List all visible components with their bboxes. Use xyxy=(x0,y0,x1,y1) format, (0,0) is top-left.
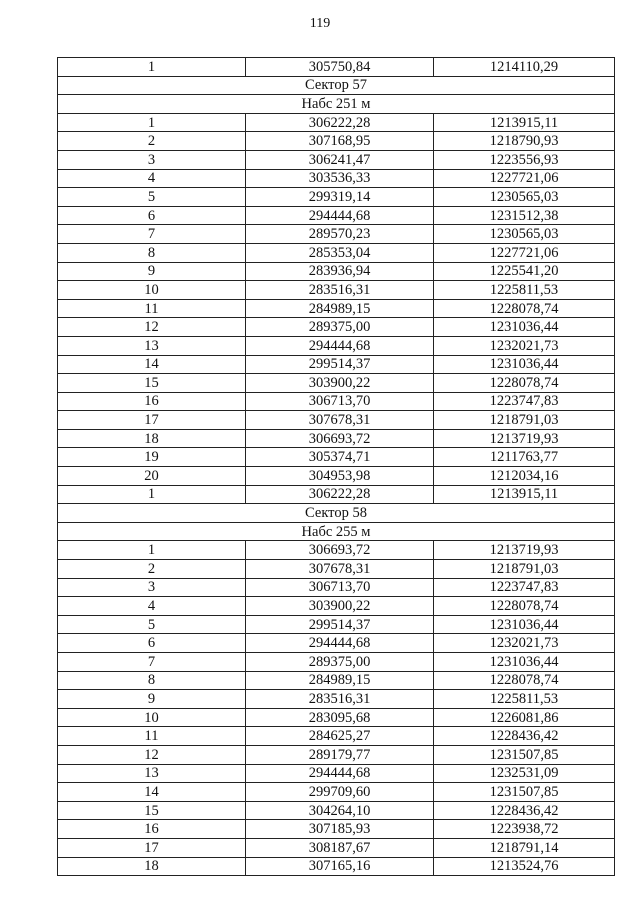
table-row xyxy=(58,801,615,820)
x-coordinate-cell: 299709,60 xyxy=(246,783,434,802)
point-number-cell: 3 xyxy=(58,150,246,169)
table-row xyxy=(58,262,615,281)
y-coordinate-cell: 1223556,93 xyxy=(434,150,615,169)
table-row xyxy=(58,58,615,77)
table-row xyxy=(58,671,615,690)
y-coordinate-cell: 1218790,93 xyxy=(434,132,615,151)
y-coordinate-cell: 1213719,93 xyxy=(434,541,615,560)
point-number-cell: 10 xyxy=(58,708,246,727)
x-coordinate-cell: 284625,27 xyxy=(246,727,434,746)
y-coordinate-cell: 1228078,74 xyxy=(434,299,615,318)
section-header-cell: Набс 251 м xyxy=(58,95,615,114)
table-row xyxy=(58,411,615,430)
table-row xyxy=(58,225,615,244)
x-coordinate-cell: 289375,00 xyxy=(246,653,434,672)
y-coordinate-cell: 1228436,42 xyxy=(434,727,615,746)
y-coordinate-cell: 1231036,44 xyxy=(434,653,615,672)
x-coordinate-cell: 304264,10 xyxy=(246,801,434,820)
table-row xyxy=(58,299,615,318)
x-coordinate-cell: 307165,16 xyxy=(246,857,434,876)
table-row xyxy=(58,429,615,448)
y-coordinate-cell: 1230565,03 xyxy=(434,225,615,244)
y-coordinate-cell: 1225541,20 xyxy=(434,262,615,281)
y-coordinate-cell: 1232021,73 xyxy=(434,634,615,653)
y-coordinate-cell: 1228078,74 xyxy=(434,671,615,690)
x-coordinate-cell: 283516,31 xyxy=(246,690,434,709)
table-row xyxy=(58,783,615,802)
point-number-cell: 20 xyxy=(58,467,246,486)
table-row xyxy=(58,132,615,151)
y-coordinate-cell: 1225811,53 xyxy=(434,690,615,709)
x-coordinate-cell: 306693,72 xyxy=(246,541,434,560)
y-coordinate-cell: 1218791,14 xyxy=(434,838,615,857)
point-number-cell: 9 xyxy=(58,690,246,709)
x-coordinate-cell: 294444,68 xyxy=(246,764,434,783)
table-row xyxy=(58,485,615,504)
point-number-cell: 1 xyxy=(58,541,246,560)
point-number-cell: 17 xyxy=(58,411,246,430)
y-coordinate-cell: 1231507,85 xyxy=(434,783,615,802)
x-coordinate-cell: 299319,14 xyxy=(246,188,434,207)
y-coordinate-cell: 1231036,44 xyxy=(434,318,615,337)
point-number-cell: 8 xyxy=(58,671,246,690)
point-number-cell: 16 xyxy=(58,820,246,839)
table-row xyxy=(58,820,615,839)
point-number-cell: 14 xyxy=(58,783,246,802)
y-coordinate-cell: 1227721,06 xyxy=(434,243,615,262)
point-number-cell: 19 xyxy=(58,448,246,467)
table-row xyxy=(58,653,615,672)
table-row xyxy=(58,243,615,262)
x-coordinate-cell: 299514,37 xyxy=(246,355,434,374)
x-coordinate-cell: 294444,68 xyxy=(246,206,434,225)
section-header-cell: Набс 255 м xyxy=(58,522,615,541)
table-row xyxy=(58,838,615,857)
table-row xyxy=(58,597,615,616)
section-header-row xyxy=(58,522,615,541)
y-coordinate-cell: 1213719,93 xyxy=(434,429,615,448)
y-coordinate-cell: 1228436,42 xyxy=(434,801,615,820)
point-number-cell: 1 xyxy=(58,113,246,132)
section-header-row xyxy=(58,95,615,114)
x-coordinate-cell: 284989,15 xyxy=(246,299,434,318)
table-row xyxy=(58,467,615,486)
x-coordinate-cell: 306222,28 xyxy=(246,113,434,132)
x-coordinate-cell: 289179,77 xyxy=(246,745,434,764)
y-coordinate-cell: 1231507,85 xyxy=(434,745,615,764)
x-coordinate-cell: 305750,84 xyxy=(246,58,434,77)
point-number-cell: 7 xyxy=(58,225,246,244)
point-number-cell: 17 xyxy=(58,838,246,857)
table-row xyxy=(58,392,615,411)
y-coordinate-cell: 1218791,03 xyxy=(434,560,615,579)
y-coordinate-cell: 1213915,11 xyxy=(434,113,615,132)
point-number-cell: 18 xyxy=(58,857,246,876)
y-coordinate-cell: 1212034,16 xyxy=(434,467,615,486)
point-number-cell: 18 xyxy=(58,429,246,448)
point-number-cell: 11 xyxy=(58,299,246,318)
y-coordinate-cell: 1223938,72 xyxy=(434,820,615,839)
table-row xyxy=(58,708,615,727)
table-row xyxy=(58,578,615,597)
x-coordinate-cell: 303900,22 xyxy=(246,597,434,616)
point-number-cell: 6 xyxy=(58,206,246,225)
point-number-cell: 16 xyxy=(58,392,246,411)
coordinates-table-body xyxy=(58,58,615,876)
point-number-cell: 13 xyxy=(58,336,246,355)
x-coordinate-cell: 294444,68 xyxy=(246,634,434,653)
point-number-cell: 5 xyxy=(58,615,246,634)
x-coordinate-cell: 307168,95 xyxy=(246,132,434,151)
point-number-cell: 12 xyxy=(58,745,246,764)
point-number-cell: 12 xyxy=(58,318,246,337)
x-coordinate-cell: 308187,67 xyxy=(246,838,434,857)
table-row xyxy=(58,374,615,393)
table-row xyxy=(58,113,615,132)
y-coordinate-cell: 1230565,03 xyxy=(434,188,615,207)
y-coordinate-cell: 1231512,38 xyxy=(434,206,615,225)
point-number-cell: 4 xyxy=(58,169,246,188)
table-row xyxy=(58,615,615,634)
x-coordinate-cell: 284989,15 xyxy=(246,671,434,690)
table-row xyxy=(58,690,615,709)
table-row xyxy=(58,169,615,188)
y-coordinate-cell: 1226081,86 xyxy=(434,708,615,727)
x-coordinate-cell: 306222,28 xyxy=(246,485,434,504)
table-row xyxy=(58,448,615,467)
point-number-cell: 2 xyxy=(58,560,246,579)
y-coordinate-cell: 1218791,03 xyxy=(434,411,615,430)
table-row xyxy=(58,188,615,207)
table-row xyxy=(58,318,615,337)
point-number-cell: 15 xyxy=(58,801,246,820)
point-number-cell: 1 xyxy=(58,485,246,504)
table-row xyxy=(58,727,615,746)
table-row xyxy=(58,541,615,560)
point-number-cell: 6 xyxy=(58,634,246,653)
table-row xyxy=(58,150,615,169)
y-coordinate-cell: 1211763,77 xyxy=(434,448,615,467)
coordinates-table xyxy=(57,57,615,876)
x-coordinate-cell: 304953,98 xyxy=(246,467,434,486)
y-coordinate-cell: 1232021,73 xyxy=(434,336,615,355)
section-header-row xyxy=(58,504,615,523)
page-number: 119 xyxy=(309,16,331,31)
section-header-row xyxy=(58,76,615,95)
point-number-cell: 8 xyxy=(58,243,246,262)
x-coordinate-cell: 299514,37 xyxy=(246,615,434,634)
point-number-cell: 3 xyxy=(58,578,246,597)
x-coordinate-cell: 306713,70 xyxy=(246,578,434,597)
x-coordinate-cell: 303900,22 xyxy=(246,374,434,393)
x-coordinate-cell: 307678,31 xyxy=(246,411,434,430)
point-number-cell: 2 xyxy=(58,132,246,151)
point-number-cell: 10 xyxy=(58,281,246,300)
section-header-cell: Сектор 57 xyxy=(58,76,615,95)
y-coordinate-cell: 1223747,83 xyxy=(434,392,615,411)
x-coordinate-cell: 289375,00 xyxy=(246,318,434,337)
table-row xyxy=(58,355,615,374)
x-coordinate-cell: 289570,23 xyxy=(246,225,434,244)
y-coordinate-cell: 1232531,09 xyxy=(434,764,615,783)
x-coordinate-cell: 306713,70 xyxy=(246,392,434,411)
y-coordinate-cell: 1231036,44 xyxy=(434,355,615,374)
y-coordinate-cell: 1213524,76 xyxy=(434,857,615,876)
y-coordinate-cell: 1214110,29 xyxy=(434,58,615,77)
x-coordinate-cell: 285353,04 xyxy=(246,243,434,262)
point-number-cell: 13 xyxy=(58,764,246,783)
x-coordinate-cell: 283095,68 xyxy=(246,708,434,727)
x-coordinate-cell: 306241,47 xyxy=(246,150,434,169)
y-coordinate-cell: 1213915,11 xyxy=(434,485,615,504)
table-row xyxy=(58,281,615,300)
point-number-cell: 7 xyxy=(58,653,246,672)
x-coordinate-cell: 283936,94 xyxy=(246,262,434,281)
point-number-cell: 9 xyxy=(58,262,246,281)
table-row xyxy=(58,857,615,876)
x-coordinate-cell: 307678,31 xyxy=(246,560,434,579)
y-coordinate-cell: 1228078,74 xyxy=(434,374,615,393)
table-row xyxy=(58,560,615,579)
y-coordinate-cell: 1231036,44 xyxy=(434,615,615,634)
point-number-cell: 11 xyxy=(58,727,246,746)
point-number-cell: 5 xyxy=(58,188,246,207)
point-number-cell: 14 xyxy=(58,355,246,374)
x-coordinate-cell: 283516,31 xyxy=(246,281,434,300)
x-coordinate-cell: 306693,72 xyxy=(246,429,434,448)
table-row xyxy=(58,745,615,764)
point-number-cell: 1 xyxy=(58,58,246,77)
x-coordinate-cell: 305374,71 xyxy=(246,448,434,467)
y-coordinate-cell: 1228078,74 xyxy=(434,597,615,616)
table-row xyxy=(58,206,615,225)
x-coordinate-cell: 294444,68 xyxy=(246,336,434,355)
table-row xyxy=(58,764,615,783)
x-coordinate-cell: 307185,93 xyxy=(246,820,434,839)
y-coordinate-cell: 1227721,06 xyxy=(434,169,615,188)
point-number-cell: 4 xyxy=(58,597,246,616)
table-row xyxy=(58,336,615,355)
y-coordinate-cell: 1225811,53 xyxy=(434,281,615,300)
y-coordinate-cell: 1223747,83 xyxy=(434,578,615,597)
section-header-cell: Сектор 58 xyxy=(58,504,615,523)
x-coordinate-cell: 303536,33 xyxy=(246,169,434,188)
point-number-cell: 15 xyxy=(58,374,246,393)
table-row xyxy=(58,634,615,653)
